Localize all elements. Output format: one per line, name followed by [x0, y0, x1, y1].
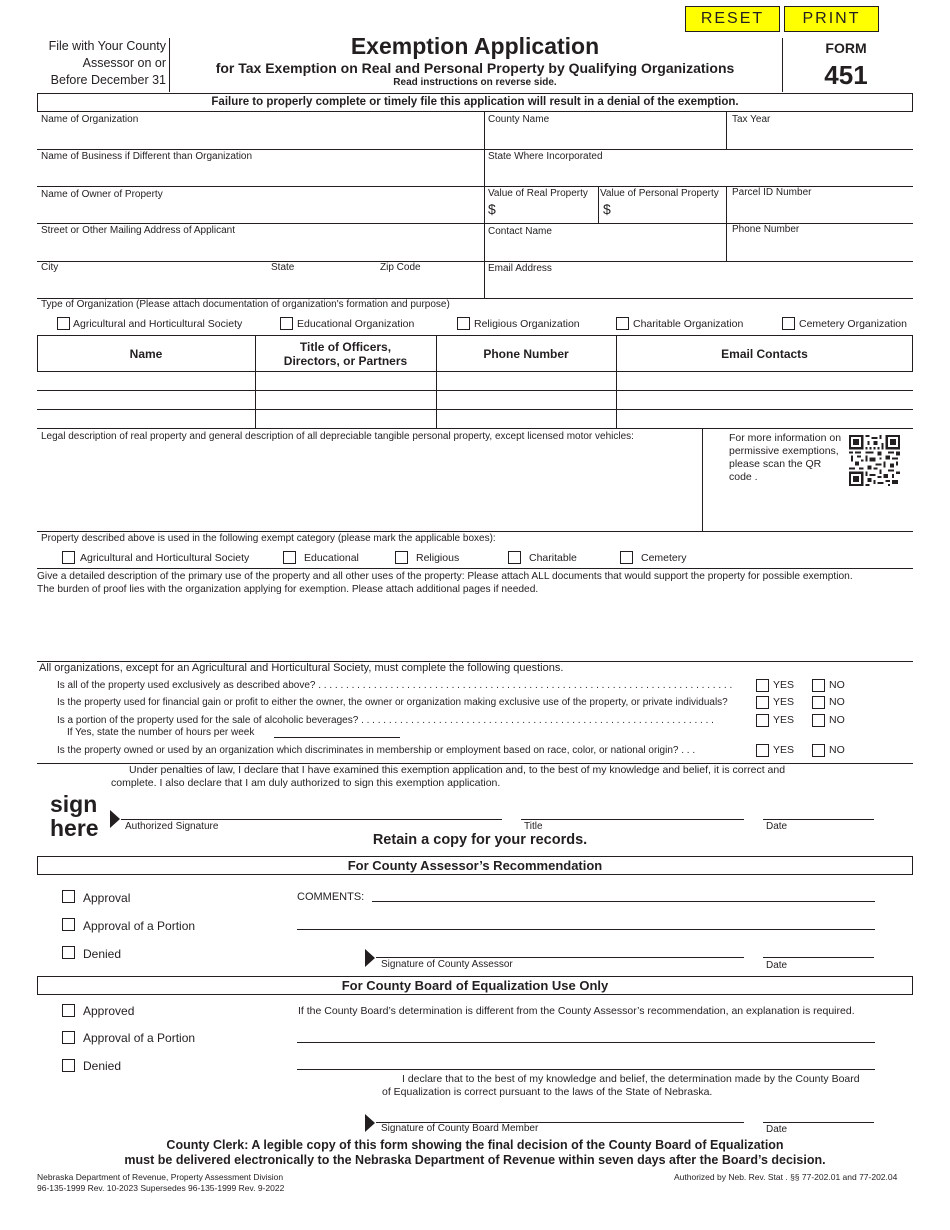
officer-row-2-name[interactable] — [40, 393, 252, 408]
question-3-yes-checkbox[interactable] — [756, 714, 769, 727]
officer-row-1-email[interactable] — [619, 374, 909, 389]
officers-col-title — [255, 340, 436, 368]
value-personal-input[interactable] — [615, 203, 723, 221]
board-declaration-line: I declare that to the best of my knowledge and belief, the determination made by the County Board — [402, 1073, 860, 1085]
assessor-approval-checkbox[interactable] — [62, 890, 75, 903]
org-type-religious-checkbox[interactable] — [457, 317, 470, 330]
officer-row-2-email[interactable] — [619, 393, 909, 408]
mailing-address-label: Street or Other Mailing Address of Applicant — [41, 225, 235, 236]
authorized-signature-label: Authorized Signature — [125, 821, 219, 832]
qr-info-line: permissive exemptions, — [729, 445, 839, 457]
question-2-no-label: NO — [829, 696, 845, 708]
county-clerk-notice — [30, 1138, 920, 1168]
county-clerk-line: must be delivered electronically to the Nebraska Department of Revenue within seven days after the Board’s decision. — [124, 1153, 826, 1167]
question-4-text: Is the property owned or used by an organization which discriminates in membership or employment based on race, color, or national origin? . . . — [57, 745, 696, 756]
question-1-text: Is all of the property used exclusively as described above? . . . . . . . . . . . . . . . . . . . . . . . . . . . . . . . . . . . . . . . . . . . . . . . . . . . . . . . . . . . . . . . . . . . . . . . . . . . — [57, 680, 733, 691]
board-explanation-note: If the County Board’s determination is different from the County Assessor’s recommendation, an explanation is required. — [298, 1005, 855, 1017]
file-with-line: File with Your County — [48, 39, 166, 53]
owner-name-label: Name of Owner of Property — [41, 189, 163, 200]
page-title: Exemption Application — [350, 33, 600, 59]
parcel-id-label: Parcel ID Number — [732, 187, 812, 198]
exempt-cemetery-checkbox[interactable] — [620, 551, 633, 564]
city-label: City — [41, 262, 59, 273]
question-1-no-checkbox[interactable] — [812, 679, 825, 692]
retain-copy-note: Retain a copy for your records. — [372, 832, 588, 848]
assessor-date-input[interactable] — [765, 940, 873, 956]
question-3-text: Is a portion of the property used for the sale of alcoholic beverages? . . . . . . . . . . . . . . . . . . . . . . . . . . . . . . . . . . . . . . . . . . . . . . . . . . . . . . . . . . . . . . . . — [57, 715, 714, 726]
org-type-cemetery-label: Cemetery Organization — [799, 318, 907, 330]
sign-word: sign — [50, 791, 98, 817]
page-subtitle: for Tax Exemption on Real and Personal Property by Qualifying Organizations — [215, 60, 735, 76]
question-1-no-label: NO — [829, 679, 845, 691]
officers-col-title-line: Directors, or Partners — [283, 354, 408, 368]
parcel-id-input[interactable] — [732, 202, 910, 220]
mailing-address-input[interactable] — [41, 240, 479, 258]
exempt-religious-label: Religious — [416, 552, 460, 564]
county-name-label: County Name — [488, 114, 550, 125]
comments-label: COMMENTS: — [297, 891, 365, 903]
question-2-yes-checkbox[interactable] — [756, 696, 769, 709]
business-name-label: Name of Business if Different than Organization — [41, 151, 253, 162]
title-label: Title — [524, 821, 543, 832]
comments-input-line-2[interactable] — [299, 913, 873, 927]
email-input[interactable] — [488, 277, 908, 295]
zip-input[interactable] — [380, 276, 480, 294]
officer-row-3-phone[interactable] — [439, 412, 613, 427]
email-label: Email Address — [488, 263, 552, 274]
question-2-yes-label: YES — [773, 696, 795, 708]
officer-row-1-title[interactable] — [258, 374, 433, 389]
footer-revision: 96-135-1999 Rev. 10-2023 Supersedes 96-135-1999 Rev. 9-2022 — [37, 1183, 285, 1193]
qr-info-line: code . — [729, 471, 758, 483]
contact-name-input[interactable] — [488, 240, 722, 258]
detailed-description-label — [37, 570, 915, 596]
officers-col-title-line: Title of Officers, — [299, 340, 392, 354]
question-1-yes-checkbox[interactable] — [756, 679, 769, 692]
exempt-category-label: Property described above is used in the following exempt category (please mark the applicable boxes): — [41, 533, 496, 544]
footer-department: Nebraska Department of Revenue, Property Assessment Division — [37, 1172, 284, 1182]
org-name-label: Name of Organization — [41, 114, 139, 125]
org-type-cemetery-checkbox[interactable] — [782, 317, 795, 330]
tax-year-input[interactable] — [732, 128, 910, 146]
footer-authorized: Authorized by Neb. Rev. Stat . §§ 77-202.01 and 77-202.04 — [674, 1172, 898, 1182]
exempt-charitable-checkbox[interactable] — [508, 551, 521, 564]
reset-button[interactable]: RESET — [685, 6, 780, 32]
exempt-educational-checkbox[interactable] — [283, 551, 296, 564]
file-with-line: Assessor on or — [82, 56, 166, 70]
org-type-charitable-checkbox[interactable] — [616, 317, 629, 330]
question-3-no-label: NO — [829, 714, 845, 726]
question-3-yes-label: YES — [773, 714, 795, 726]
org-type-label: Type of Organization (Please attach documentation of organization's formation and purpose) — [41, 299, 450, 310]
value-real-input[interactable] — [500, 203, 594, 221]
declaration-line: Under penalties of law, I declare that I have examined this exemption application and, to the best of my knowledge and belief, it is correct and — [129, 764, 786, 776]
qr-info-text — [729, 432, 841, 484]
board-approved-label: Approved — [83, 1004, 135, 1018]
org-type-educational-checkbox[interactable] — [280, 317, 293, 330]
detailed-description-input[interactable] — [37, 598, 911, 658]
assessor-denied-checkbox[interactable] — [62, 946, 75, 959]
business-name-input[interactable] — [41, 165, 479, 183]
officer-row-2-phone[interactable] — [439, 393, 613, 408]
officer-row-3-name[interactable] — [40, 412, 252, 427]
org-type-agricultural-checkbox[interactable] — [57, 317, 70, 330]
here-word: here — [50, 815, 99, 841]
qr-info-line: For more information on — [729, 432, 842, 444]
board-portion-checkbox[interactable] — [62, 1031, 75, 1044]
hours-per-week-input[interactable] — [274, 725, 400, 738]
exempt-charitable-label: Charitable — [529, 552, 577, 564]
value-personal-dollar: $ — [603, 201, 611, 217]
state-incorporated-label: State Where Incorporated — [488, 151, 603, 162]
authorized-signature-input[interactable] — [125, 802, 500, 818]
warning-banner: Failure to properly complete or timely file this application will result in a denial of the exemption. — [37, 93, 913, 112]
qr-info-line: please scan the QR — [729, 458, 822, 470]
exempt-religious-checkbox[interactable] — [395, 551, 408, 564]
county-name-input[interactable] — [488, 128, 722, 146]
question-4-no-label: NO — [829, 744, 845, 756]
instructions-note: Read instructions on reverse side. — [393, 77, 557, 88]
zip-label: Zip Code — [380, 262, 421, 273]
state-input[interactable] — [271, 276, 375, 294]
exempt-agricultural-label: Agricultural and Horticultural Society — [80, 552, 250, 564]
contact-name-label: Contact Name — [488, 226, 552, 237]
file-with-notice — [30, 38, 166, 89]
questions-intro: All organizations, except for an Agricultural and Horticultural Society, must complete the following questions. — [39, 662, 564, 674]
officer-row-1-name[interactable] — [40, 374, 252, 389]
board-denied-label: Denied — [83, 1059, 122, 1073]
board-denied-checkbox[interactable] — [62, 1059, 75, 1072]
question-3-no-checkbox[interactable] — [812, 714, 825, 727]
question-4-yes-label: YES — [773, 744, 795, 756]
org-type-religious-label: Religious Organization — [474, 318, 580, 330]
date-label: Date — [766, 821, 788, 832]
officer-row-2-title[interactable] — [258, 393, 433, 408]
exempt-educational-label: Educational — [304, 552, 359, 564]
value-real-label: Value of Real Property — [488, 188, 588, 199]
phone-number-input[interactable] — [732, 240, 910, 258]
title-input[interactable] — [523, 802, 743, 818]
value-real-dollar: $ — [488, 201, 496, 217]
question-1-yes-label: YES — [773, 679, 795, 691]
org-type-educational-label: Educational Organization — [297, 318, 415, 330]
sign-arrow-icon — [110, 810, 120, 828]
assessor-date-label: Date — [766, 960, 788, 971]
board-date-label: Date — [766, 1124, 788, 1135]
org-type-charitable-label: Charitable Organization — [633, 318, 744, 330]
board-sign-arrow-icon — [365, 1114, 375, 1132]
org-name-input[interactable] — [41, 128, 479, 146]
assessor-portion-label: Approval of a Portion — [83, 919, 196, 933]
tax-year-label: Tax Year — [732, 114, 771, 125]
exempt-cemetery-label: Cemetery — [641, 552, 687, 564]
board-date-input[interactable] — [765, 1105, 873, 1121]
detailed-description-line: Give a detailed description of the primary use of the property and all other uses of the property: Please attach ALL documents that would support the property for possible exemption. — [37, 571, 853, 582]
officer-row-1-phone[interactable] — [439, 374, 613, 389]
assessor-signature-input[interactable] — [380, 940, 742, 956]
hours-per-week-label: If Yes, state the number of hours per week — [67, 727, 255, 738]
state-incorporated-input[interactable] — [488, 165, 908, 183]
board-explanation-input-line-2[interactable] — [299, 1053, 873, 1067]
legal-description-label: Legal description of real property and general description of all depreciable tangible personal property, except licensed motor vehicles: — [41, 431, 634, 442]
legal-description-input[interactable] — [41, 446, 696, 526]
question-4-yes-checkbox[interactable] — [756, 744, 769, 757]
county-clerk-line: County Clerk: A legible copy of this form showing the final decision of the County Board of Equalization — [166, 1138, 784, 1152]
sign-here-label — [50, 792, 99, 840]
exempt-agricultural-checkbox[interactable] — [62, 551, 75, 564]
phone-number-label: Phone Number — [732, 224, 800, 235]
assessor-denied-label: Denied — [83, 947, 122, 961]
file-with-line: Before December 31 — [50, 73, 166, 87]
assessor-approval-label: Approval — [83, 891, 131, 905]
form-label: FORM — [825, 40, 867, 56]
officers-col-name: Name — [129, 347, 163, 361]
city-input[interactable] — [41, 276, 265, 294]
print-button[interactable]: PRINT — [784, 6, 879, 32]
board-signature-input[interactable] — [380, 1105, 742, 1121]
form-number: 451 — [824, 60, 868, 90]
board-signature-label: Signature of County Board Member — [381, 1123, 539, 1134]
officer-row-3-email[interactable] — [619, 412, 909, 427]
declaration-line: complete. I also declare that I am duly authorized to sign this exemption application. — [111, 777, 501, 789]
board-explanation-input-line-1[interactable] — [299, 1026, 873, 1040]
value-personal-label: Value of Personal Property — [600, 188, 719, 199]
assessor-heading: For County Assessor’s Recommendation — [37, 856, 913, 875]
board-heading: For County Board of Equalization Use Only — [37, 976, 913, 995]
assessor-sign-arrow-icon — [365, 949, 375, 967]
board-declaration-text — [382, 1073, 882, 1099]
board-declaration-line: of Equalization is correct pursuant to the laws of the State of Nebraska. — [382, 1086, 713, 1098]
declaration-text — [111, 764, 871, 790]
date-input[interactable] — [765, 802, 873, 818]
board-portion-label: Approval of a Portion — [83, 1031, 196, 1045]
question-4-no-checkbox[interactable] — [812, 744, 825, 757]
assessor-signature-label: Signature of County Assessor — [381, 959, 513, 970]
officers-col-email: Email Contacts — [721, 347, 808, 361]
comments-input-line-1[interactable] — [374, 886, 873, 900]
qr-code-icon — [849, 435, 900, 486]
owner-name-input[interactable] — [41, 202, 479, 220]
question-2-no-checkbox[interactable] — [812, 696, 825, 709]
board-approved-checkbox[interactable] — [62, 1004, 75, 1017]
question-2-text: Is the property used for financial gain or profit to either the owner, the owner or organization making exclusive use of the property, or private individuals? — [57, 697, 728, 708]
detailed-description-line: The burden of proof lies with the organization applying for exemption. Please attach additional pages if needed. — [37, 584, 539, 595]
assessor-portion-checkbox[interactable] — [62, 918, 75, 931]
officers-col-phone: Phone Number — [483, 347, 569, 361]
org-type-agricultural-label: Agricultural and Horticultural Society — [73, 318, 243, 330]
state-label: State — [271, 262, 295, 273]
officer-row-3-title[interactable] — [258, 412, 433, 427]
